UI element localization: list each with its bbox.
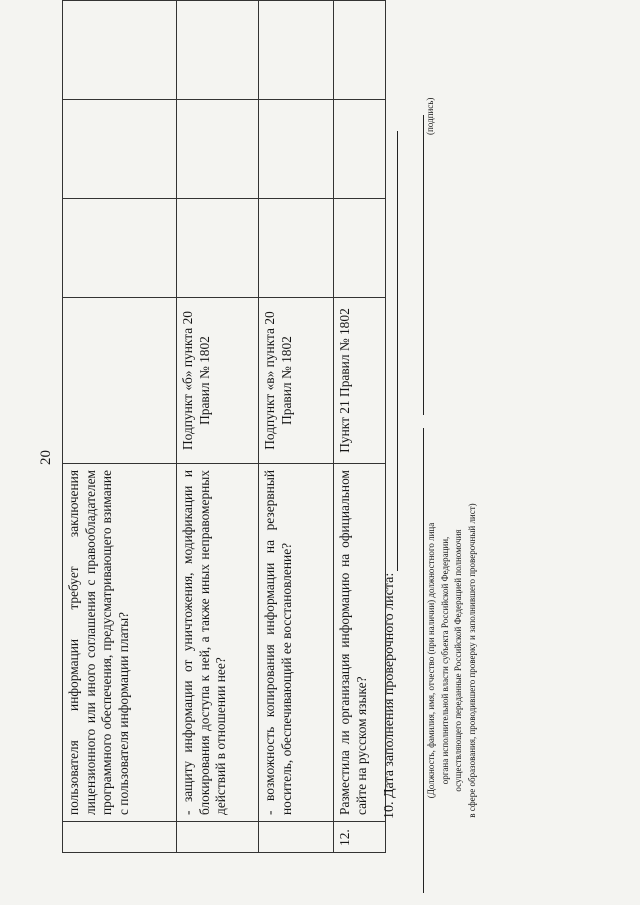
fill-date-line	[383, 131, 398, 571]
official-caption-line: в сфере образования, проводившего проверку и заполнившего проверочный лист)	[466, 503, 477, 818]
checklist-table	[62, 0, 386, 853]
row-number-cell	[177, 822, 259, 853]
row-number-cell	[63, 822, 177, 853]
official-caption	[425, 428, 479, 893]
question-cell: Разместила ли организация информацию на официальном сайте на русском языке?	[334, 464, 386, 822]
table-row	[63, 1, 177, 853]
answer-na-cell	[63, 1, 177, 100]
reference-cell: Пункт 21 Правил № 1802	[334, 298, 386, 464]
row-number: 12.	[337, 829, 352, 846]
answer-no-cell	[63, 100, 177, 199]
answer-no-cell	[177, 100, 259, 199]
table-row	[334, 1, 386, 853]
answer-yes-cell	[259, 199, 334, 298]
official-name-line	[423, 428, 424, 893]
answer-no-cell	[334, 100, 386, 199]
signature-line	[423, 115, 424, 415]
fill-date-label: 10. Дата заполнения проверочного листа:	[382, 572, 397, 819]
question-cell: - защиту информации от уничтожения, модификации и блокирования доступа к ней, а также иных неправомерных действий в отношении нее?	[177, 464, 259, 822]
reference-cell: Подпункт «в» пункта 20 Правил № 1802	[259, 298, 334, 464]
question-cell: - возможность копирования информации на резервный носитель, обеспечивающий ее восстановление?	[259, 464, 334, 822]
answer-na-cell	[259, 1, 334, 100]
answer-na-cell	[334, 1, 386, 100]
answer-na-cell	[177, 1, 259, 100]
official-caption-line: органа исполнительной власти субъекта Российской Федерации,	[439, 536, 450, 785]
answer-yes-cell	[63, 199, 177, 298]
reference-cell	[63, 298, 177, 464]
fill-date-field	[382, 131, 398, 819]
row-number-cell	[334, 822, 386, 853]
answer-no-cell	[259, 100, 334, 199]
official-caption-line: осуществляющего переданные Российской Федерацией полномочия	[453, 529, 463, 792]
page-number: 20	[38, 450, 54, 465]
table-row	[177, 1, 259, 853]
question-cell: пользователя информации требует заключения лицензионного или иного соглашения с правообладателем программного обеспечения, предусматривающего взимание с пользователя информации платы?	[63, 464, 177, 822]
answer-yes-cell	[177, 199, 259, 298]
table-row	[259, 1, 334, 853]
signature-label: (подпись)	[425, 97, 435, 135]
answer-yes-cell	[334, 199, 386, 298]
reference-cell: Подпункт «б» пункта 20 Правил № 1802	[177, 298, 259, 464]
official-caption-line: (Должность, фамилия, имя, отчество (при наличии) должностного лица	[426, 522, 436, 799]
row-number-cell	[259, 822, 334, 853]
